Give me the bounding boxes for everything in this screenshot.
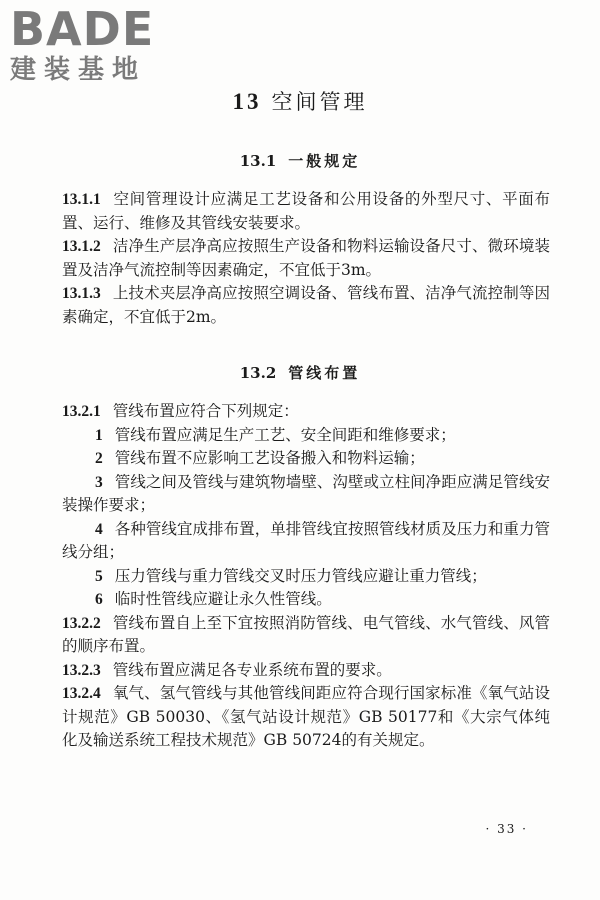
clause-13-1-3	[62, 282, 550, 329]
clause-13-2-4	[62, 682, 550, 753]
clause-text: 氧气、氢气管线与其他管线间距应符合现行国家标准《氧气站设计规范》GB 50030、《氢气站设计规范》GB 50177和《大宗气体纯化及输送系统工程技术规范》GB 50724的有关规定。	[62, 684, 550, 749]
section-title-13-1	[0, 150, 600, 171]
list-item	[62, 447, 550, 471]
item-text: 管线布置应满足生产工艺、安全间距和维修要求；	[114, 425, 456, 444]
list-item	[62, 565, 550, 589]
logo-main-text: BADE	[10, 2, 155, 56]
item-text: 压力管线与重力管线交叉时压力管线应避让重力管线；	[114, 566, 487, 585]
clause-number: 13.1.3	[62, 285, 101, 302]
clause-number: 13.1.1	[62, 191, 101, 208]
list-item	[62, 518, 550, 565]
clause-text: 空间管理设计应满足工艺设备和公用设备的外型尺寸、平面布置、运行、维修及其管线安装要求。	[62, 190, 550, 232]
clause-text: 管线布置应符合下列规定：	[112, 402, 299, 420]
clause-number: 13.2.4	[62, 685, 101, 702]
list-item	[62, 424, 550, 448]
list-item	[62, 471, 550, 518]
list-item	[62, 588, 550, 612]
section-13-1-body	[62, 188, 550, 329]
clause-text: 上技术夹层净高应按照空调设备、管线布置、洁净气流控制等因素确定，不宜低于2m。	[62, 284, 550, 326]
clause-text: 管线布置自上至下宜按照消防管线、电气管线、水气管线、风管的顺序布置。	[62, 613, 550, 655]
page-number: · 33 ·	[485, 822, 528, 836]
watermark-logo	[10, 2, 180, 86]
section-title-13-2	[0, 362, 600, 383]
clause-13-2-1	[62, 400, 550, 424]
item-text: 管线布置不应影响工艺设备搬入和物料运输；	[114, 449, 425, 467]
clause-13-2-3	[62, 659, 550, 683]
item-text: 各种管线宜成排布置，单排管线宜按照管线材质及压力和重力管线分组；	[62, 519, 550, 561]
clause-text: 洁净生产层净高应按照生产设备和物料运输设备尺寸、微环境装置及洁净气流控制等因素确定，不宜低于3m。	[62, 237, 550, 279]
clause-text: 管线布置应满足各专业系统布置的要求。	[112, 660, 392, 679]
item-number: 6	[95, 591, 103, 608]
clause-number: 13.2.1	[62, 403, 101, 420]
clause-number: 13.2.3	[62, 661, 101, 679]
section-13-2-body	[62, 400, 550, 753]
clause-number: 13.2.2	[62, 614, 101, 632]
clause-13-1-1	[62, 188, 550, 235]
item-number: 2	[95, 450, 103, 467]
item-text: 管线之间及管线与建筑物墙壁、沟壁或立柱间净距应满足管线安装操作要求；	[62, 472, 550, 514]
chapter-name: 空间管理	[271, 90, 368, 114]
section-number: 13.1	[239, 152, 277, 170]
section-number: 13.2	[239, 364, 277, 382]
item-number: 4	[95, 520, 103, 538]
item-text: 临时性管线应避让永久性管线。	[114, 590, 332, 608]
logo-sub-text: 建装基地	[10, 55, 147, 85]
item-number: 5	[95, 567, 103, 585]
section-name: 管线布置	[288, 364, 361, 382]
clause-number: 13.1.2	[62, 238, 101, 255]
chapter-number: 13	[232, 89, 262, 114]
item-number: 3	[95, 473, 103, 491]
clause-13-1-2	[62, 235, 550, 282]
clause-13-2-2	[62, 612, 550, 659]
chapter-title	[0, 86, 600, 116]
section-name: 一般规定	[288, 152, 361, 170]
item-number: 1	[95, 426, 103, 444]
